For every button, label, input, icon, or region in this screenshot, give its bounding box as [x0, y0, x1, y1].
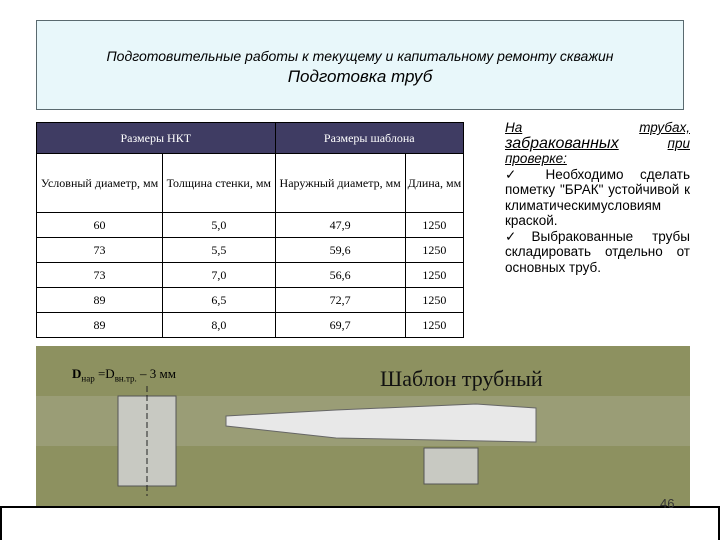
template-photo	[36, 346, 690, 506]
note-item: ✓ Необходимо сделать пометку "БРАК" устойчивой к климатическимусловиям краской.	[505, 166, 690, 228]
note-word: проверке:	[505, 151, 567, 166]
table-header-diameter: Условный диаметр, мм	[37, 154, 163, 213]
note-word: На	[505, 120, 523, 135]
note-line	[505, 136, 690, 152]
table-row	[37, 288, 464, 313]
table-group-header-template: Размеры шаблона	[275, 123, 463, 154]
slide-title: Подготовка труб	[287, 67, 433, 86]
table-cell: 1250	[405, 263, 463, 288]
inspection-note	[505, 120, 690, 275]
template-cylinder-right	[424, 448, 478, 484]
note-word: забракованных	[505, 134, 619, 152]
page-number: 46	[660, 496, 675, 511]
note-word: трубах,	[639, 120, 690, 135]
table-group-header-nkt: Размеры НКТ	[37, 123, 276, 154]
table-cell: 73	[37, 263, 163, 288]
dimensions-table	[36, 122, 464, 338]
table-cell: 1250	[405, 213, 463, 238]
table-cell: 60	[37, 213, 163, 238]
formula-text: D	[72, 366, 82, 381]
table-cell: 1250	[405, 313, 463, 338]
table-header-wall: Толщина стенки, мм	[163, 154, 275, 213]
formula-sub: нар	[81, 373, 95, 384]
formula-text: =D	[94, 366, 115, 381]
table-cell: 72,7	[275, 288, 405, 313]
table-row	[37, 213, 464, 238]
table-cell: 7,0	[163, 263, 275, 288]
table-cell: 47,9	[275, 213, 405, 238]
table-cell: 73	[37, 238, 163, 263]
table-cell: 8,0	[163, 313, 275, 338]
slide-header	[36, 20, 684, 110]
table-header-length: Длина, мм	[405, 154, 463, 213]
table-cell: 1250	[405, 238, 463, 263]
table-cell: 56,6	[275, 263, 405, 288]
table-row	[37, 313, 464, 338]
table-cell: 5,5	[163, 238, 275, 263]
table-cell: 89	[37, 288, 163, 313]
slide-subtitle: Подготовительные работы к текущему и капитальному ремонту скважин	[106, 48, 614, 64]
formula-text: – 3 мм	[136, 366, 176, 381]
table-header-outer: Наружный диаметр, мм	[275, 154, 405, 213]
table-cell: 59,6	[275, 238, 405, 263]
table-cell: 69,7	[275, 313, 405, 338]
footer-bar	[0, 506, 720, 540]
table-cell: 6,5	[163, 288, 275, 313]
table-cell: 1250	[405, 288, 463, 313]
note-item: ✓Выбракованные трубы складировать отдельно от основных труб.	[505, 228, 690, 275]
formula-sub: вн.тр.	[114, 373, 137, 384]
photo-label: Шаблон трубный	[380, 366, 543, 391]
table-cell: 5,0	[163, 213, 275, 238]
table-row	[37, 238, 464, 263]
note-line	[505, 120, 690, 136]
diameter-formula	[72, 366, 176, 384]
table-cell: 89	[37, 313, 163, 338]
note-word: при	[667, 135, 690, 151]
table-row	[37, 263, 464, 288]
